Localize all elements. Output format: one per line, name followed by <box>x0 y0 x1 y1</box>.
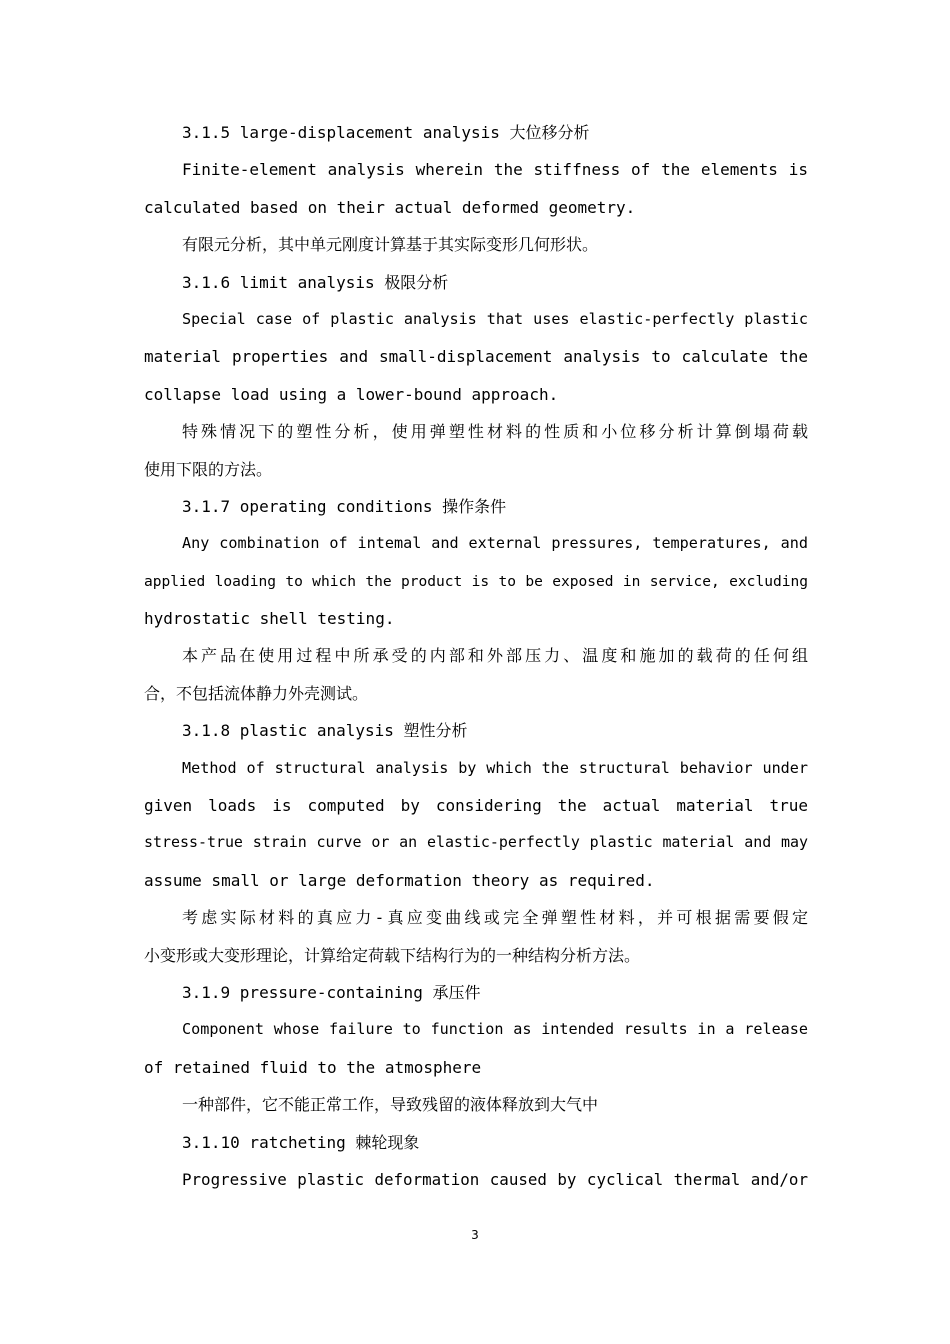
definition-en-line: Any combination of intemal and external pressures, temperatures, and <box>182 534 808 553</box>
definition-zh-line: 特殊情况下的塑性分析，使用弹塑性材料的性质和小位移分析计算倒塌荷载 <box>182 422 808 442</box>
definition-zh-line: 一种部件，它不能正常工作，导致残留的液体释放到大气中 <box>182 1095 599 1115</box>
definition-en-line: collapse load using a lower-bound approach. <box>144 384 559 404</box>
term-heading-3-1-8: 3.1.8 plastic analysis 塑性分析 <box>182 721 468 741</box>
definition-en-line: material properties and small-displacement analysis to calculate the <box>144 347 808 367</box>
definition-zh-line: 小变形或大变形理论，计算给定荷载下结构行为的一种结构分析方法。 <box>144 945 641 965</box>
definition-en-line: Progressive plastic deformation caused by cyclical thermal and/or <box>182 1169 808 1189</box>
body-text <box>144 114 808 1198</box>
definition-en-line: Finite-element analysis wherein the stiffness of the elements is <box>182 160 808 180</box>
definition-en-line: applied loading to which the product is to be exposed in service, excluding <box>144 572 808 590</box>
term-heading-3-1-7: 3.1.7 operating conditions 操作条件 <box>182 496 507 516</box>
term-heading-3-1-10: 3.1.10 ratcheting 棘轮现象 <box>182 1132 420 1152</box>
definition-zh-line: 有限元分析，其中单元刚度计算基于其实际变形几何形状。 <box>182 235 599 255</box>
page-number: 3 <box>471 1228 479 1242</box>
definition-en-line: assume small or large deformation theory as required. <box>144 870 655 890</box>
definition-zh-line: 本产品在使用过程中所承受的内部和外部压力、温度和施加的载荷的任何组 <box>182 646 808 666</box>
definition-en-line: calculated based on their actual deformed geometry. <box>144 197 636 217</box>
term-heading-3-1-9: 3.1.9 pressure-containing 承压件 <box>182 982 481 1002</box>
definition-en-line: of retained fluid to the atmosphere <box>144 1057 482 1077</box>
term-heading-3-1-6: 3.1.6 limit analysis 极限分析 <box>182 272 449 292</box>
definition-en-line: Special case of plastic analysis that uses elastic-perfectly plastic <box>182 309 808 328</box>
definition-en-line: Component whose failure to function as intended results in a release <box>182 1020 808 1039</box>
term-heading-3-1-5: 3.1.5 large-displacement analysis 大位移分析 <box>182 123 590 142</box>
definition-en-line: stress-true strain curve or an elastic-perfectly plastic material and may <box>144 833 808 852</box>
definition-zh-line: 合，不包括流体静力外壳测试。 <box>144 683 369 703</box>
definition-zh-line: 考虑实际材料的真应力-真应变曲线或完全弹塑性材料，并可根据需要假定 <box>182 908 808 928</box>
definition-en-line: given loads is computed by considering the actual material true <box>144 796 808 816</box>
definition-en-line: hydrostatic shell testing. <box>144 609 395 629</box>
definition-zh-line: 使用下限的方法。 <box>144 459 273 479</box>
definition-en-line: Method of structural analysis by which the structural behavior under <box>182 758 808 777</box>
